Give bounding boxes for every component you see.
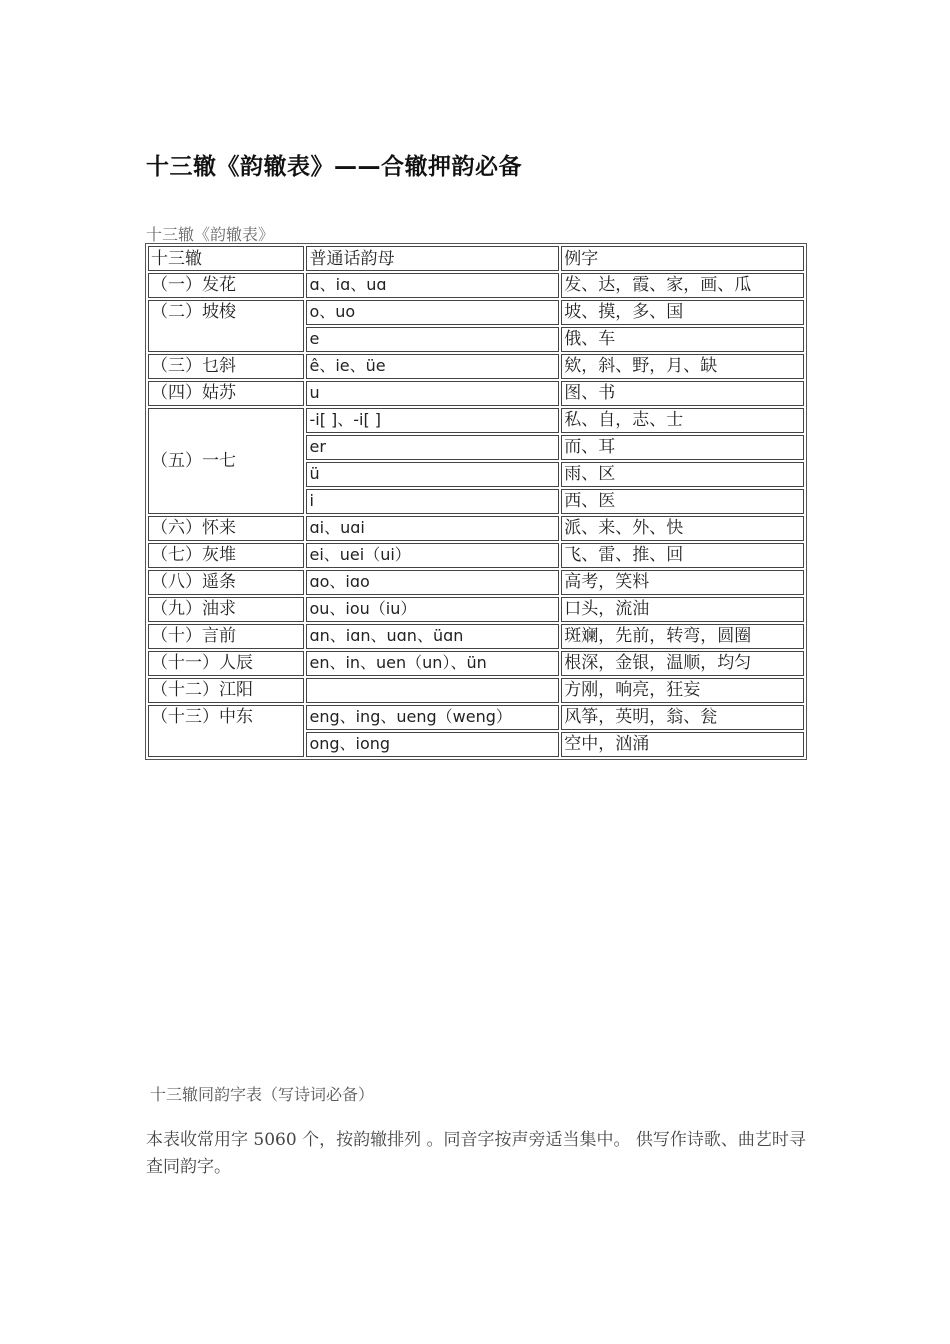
table-row bbox=[148, 354, 804, 379]
zhe-cell: （六）怀来 bbox=[148, 516, 304, 541]
lizi-cell: 风筝，英明，翁、瓮 bbox=[561, 705, 804, 730]
lizi-cell: 坡、摸，多、国 bbox=[561, 300, 804, 325]
yunmu-cell: ɑi、uɑi bbox=[306, 516, 559, 541]
zhe-cell: （八）遥条 bbox=[148, 570, 304, 595]
yunmu-cell: ɑn、iɑn、uɑn、üɑn bbox=[306, 624, 559, 649]
header-zhe: 十三辙 bbox=[148, 246, 304, 271]
yunmu-cell: -i[ ]、-i[ ] bbox=[306, 408, 559, 433]
lizi-cell: 俄、车 bbox=[561, 327, 804, 352]
lizi-cell: 雨、区 bbox=[561, 462, 804, 487]
yunmu-cell: en、in、uen（un）、ün bbox=[306, 651, 559, 676]
yunmu-cell: u bbox=[306, 381, 559, 406]
lizi-cell: 高考，笑料 bbox=[561, 570, 804, 595]
table-row bbox=[148, 705, 804, 730]
zhe-cell: （一）发花 bbox=[148, 273, 304, 298]
lizi-cell: 口头，流油 bbox=[561, 597, 804, 622]
table-row bbox=[148, 543, 804, 568]
lizi-cell: 发、达，霞、家，画、瓜 bbox=[561, 273, 804, 298]
yunmu-cell: ü bbox=[306, 462, 559, 487]
yunmu-cell: ɑo、iɑo bbox=[306, 570, 559, 595]
yunmu-cell: ei、uei（ui） bbox=[306, 543, 559, 568]
zhe-cell: （七）灰堆 bbox=[148, 543, 304, 568]
table-row bbox=[148, 651, 804, 676]
zhe-cell: （十二）江阳 bbox=[148, 678, 304, 703]
zhe-cell: （四）姑苏 bbox=[148, 381, 304, 406]
zhe-cell: （十三）中东 bbox=[148, 705, 304, 757]
lizi-cell: 空中，汹涌 bbox=[561, 732, 804, 757]
yunmu-cell: eng、ing、ueng（weng） bbox=[306, 705, 559, 730]
rhyme-table bbox=[145, 243, 807, 760]
table-row bbox=[148, 597, 804, 622]
lizi-cell: 西、医 bbox=[561, 489, 804, 514]
yunmu-cell: ê、ie、üe bbox=[306, 354, 559, 379]
zhe-cell: （二）坡梭 bbox=[148, 300, 304, 352]
intro-paragraph: 本表收常用字 5060 个，按韵辙排列 。同音字按声旁适当集中。 供写作诗歌、曲艺时寻查同韵字。 bbox=[146, 1130, 806, 1177]
yunmu-cell: o、uo bbox=[306, 300, 559, 325]
zhe-cell: （十）言前 bbox=[148, 624, 304, 649]
yunmu-cell: ɑ、iɑ、uɑ bbox=[306, 273, 559, 298]
lizi-cell: 派、来、外、快 bbox=[561, 516, 804, 541]
yunmu-cell bbox=[306, 678, 559, 703]
table-header-row bbox=[148, 246, 804, 271]
yunmu-cell: er bbox=[306, 435, 559, 460]
zhe-cell: （五）一七 bbox=[148, 408, 304, 514]
lizi-cell: 欸，斜、野，月、缺 bbox=[561, 354, 804, 379]
table-row bbox=[148, 273, 804, 298]
zhe-cell: （九）油求 bbox=[148, 597, 304, 622]
yunmu-cell: ou、iou（iu） bbox=[306, 597, 559, 622]
lizi-cell: 而、耳 bbox=[561, 435, 804, 460]
table-caption: 十三辙《韵辙表》 bbox=[146, 225, 275, 244]
header-yunmu: 普通话韵母 bbox=[306, 246, 559, 271]
table-row bbox=[148, 408, 804, 433]
table-row bbox=[148, 678, 804, 703]
page-title: 十三辙《韵辙表》——合辙押韵必备 bbox=[146, 154, 522, 180]
table-row bbox=[148, 381, 804, 406]
header-lizi: 例字 bbox=[561, 246, 804, 271]
zhe-cell: （三）乜斜 bbox=[148, 354, 304, 379]
lizi-cell: 图、书 bbox=[561, 381, 804, 406]
table-row bbox=[148, 624, 804, 649]
yunmu-cell: e bbox=[306, 327, 559, 352]
yunmu-cell: i bbox=[306, 489, 559, 514]
lizi-cell: 斑斓，先前，转弯，圆圈 bbox=[561, 624, 804, 649]
zhe-cell: （十一）人辰 bbox=[148, 651, 304, 676]
table-row bbox=[148, 570, 804, 595]
lizi-cell: 飞、雷、推、回 bbox=[561, 543, 804, 568]
yunmu-cell: ong、iong bbox=[306, 732, 559, 757]
section-subtitle: 十三辙同韵字表（写诗词必备） bbox=[150, 1085, 375, 1104]
lizi-cell: 私、自，志、士 bbox=[561, 408, 804, 433]
lizi-cell: 根深，金银，温顺，均匀 bbox=[561, 651, 804, 676]
lizi-cell: 方刚，响亮，狂妄 bbox=[561, 678, 804, 703]
table-row bbox=[148, 516, 804, 541]
table-row bbox=[148, 300, 804, 325]
